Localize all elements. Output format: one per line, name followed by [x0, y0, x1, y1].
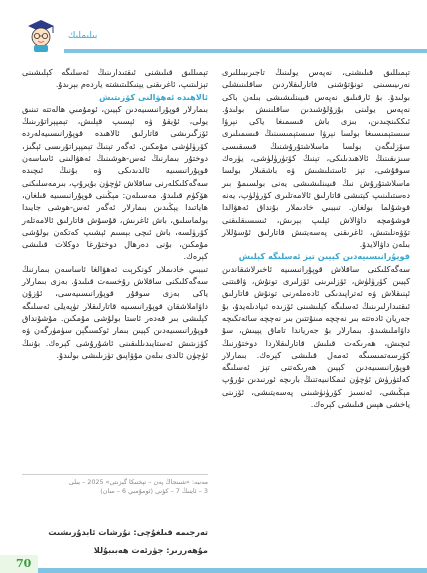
source-line-2: 3 – ئاينىڭ 7 – كۈنى (ئومۇمىي 6 – سان) [100, 487, 208, 495]
left-paragraph-2: تىببىي خادىملار كونكرېت ئەھۋالغا ئاساسەن بىمارنىڭ سەگەكلىكنى ساقلاش رۇخسەت قىلىدۇ. بەزى بىمارلار ياكى بەزى سوقۇر قوپۇرانىسىيەسى، ئۇزۇن داۋاملاشقان قوپۇرانىسىيە قاتارلىقلار تۈپەيلى ئەسلىگە كېلىشى بىر قەدەر ئاستا بولۇشى مۇمكىن. مۇشۇنداق قوپۇرانىسىيەدىن كېيىن بىمار ئوكسىگېن سۈمۈرگەن ۋە كۆزىتىش ئەستايىدىللىقىنى ئاشۇرۇشى كېرەك. بۇنىڭ ئۈچۈن ئالدى بىلەن مۇۋاپىق تۈزىلىشى بولىدۇ. [22, 263, 208, 360]
page-number-box [0, 555, 38, 573]
left-opening-paragraph: تېمىللىق قىلىشنى ئىقتىدارىنىڭ ئەسلىگە كېلىشىنى تېزلىتىپ، ئاغرىقنى يېنىكلىتىشتە ياردەم بېرىدۇ. [22, 67, 208, 90]
source-line-1: مەنبە: «شىنجاڭ پەن – تېخنىكا گېزىتى» 2025 – يىلى [68, 478, 208, 486]
section-tag: بىلىملىك [68, 31, 98, 41]
header-rule [64, 49, 427, 53]
translator-credit: تەرجىمە قىلغۇچى: نۇرشات ئابدۇرىشىت [48, 527, 208, 537]
footer-rule [38, 568, 427, 573]
right-column [222, 66, 410, 410]
left-section-heading: ئالاھىدە ئەھۋالنى كۆزىتىش [99, 91, 208, 102]
right-section-heading: قوپۇرانىسىيەدىن كېيىن تېز ئەسلىگە كېلىش [238, 251, 410, 262]
right-paragraph-2: سەگەكلىكنى ساقلاش قوپۇرانىسىيە ئاخىرلاشقاندىن كېيىن كۆرۈلۈش، ئۆزلىرىنى ئۆزلىرى تونۇش، ۋاقىتنى ئېنىقلاش ۋە ئەتراپىدىكى ئادەملەرنى تونۇش قاتارلىق ئىقتىدارلىرىنىڭ ئەسلىگە كېلىشىنى ئۆزىدە ئىپادىلەيدۇ، بۇ جەريان ئادەتتە بىر نەچچە مىنۇتتىن بىر نەچچە سائەتكىچە داۋاملىشىدۇ. بىمارلار بۇ جەرياندا تاماق يېيىش، سۇ ئىچىش، ھەرىكەت قىلىش قاتارلىقلاردا دوختۇرنىڭ كۆرسەتمىسىگە ئەمەل قىلىشى كېرەك. بىمارلار قوپۇرانىسىيەدىن كېيىن ھەرىكەتنى تېز ئەسلىگە كەلتۈرۈش ئۈچۈن ئىمكانىيەتنىڭ بارىچە ئورنىدىن تۇرۇپ مېڭىشى، ئەنسىز كۆرۈنۈشىنى پەسەيتىشى، ئۆزىنى ياخشى ھېس قىلىشى كېرەك. [222, 263, 410, 410]
source-divider [22, 474, 208, 475]
page-number: 70 [16, 557, 32, 570]
editor-credit: مۇھەررىر: جۈرئەت ھەبىبۇللا [93, 545, 208, 555]
left-column [22, 66, 208, 361]
left-paragraph-1: بىمارلار قوپۇرانىسىيەدىن كېيىن، ئومۇمىي ھالەتتە تىنىق يولى، ئۇيقۇ ۋە ئېسىپ قېلىش، تېمپېراتۇرىنىڭ ئۆزگىرىشى قاتارلىق ئالاھىدە قوپۇرانىسىيەلەردە كۆرۈلۈشى مۇمكىن. ئەگەر تېنىڭ تېمپېراتۇرىسى ئېگىز، دوختۇر بىمارنىڭ ئەس-ھوشىنىڭ ئەھۋالىنى ئاساسەن قوپۇرانىسىيە ئالدىدىكى ۋە بۇنىڭ ئىچىدە سەگەكلىكلەرنى ساقلاش ئۈچۈن بۇيرۇپ، بىرمەسلىكنى ھۆكۈم قىلىدۇ. مەسىلەن: مېڭىنى قوپۇرانىسىيە قىلغان، ھاياتىدا يېڭىدىن بىمارلار ئەگەر ئەس-ھوشى جايىدا بولماسلىق، باش ئاغرىش، قۇسۇش قاتارلىق ئالامەتلەر كۆرۈلسە، باش ئىچى بېسىم ئېشىپ كەتكەن بولۇشى مۇمكىن، بۇنى دەرھال دوختۇرغا دوكلات قىلىشى كېرەك. [22, 103, 208, 262]
right-paragraph-1: تېمىللىق قىلىشنى، نەپەس يولىنىڭ تاجىرىبىللىرى نەرىيىسىنى تونۇتۇشنى فاتارلىقلاردىن ساقلىنىشلى بولىدۇ. بۇ ئارقىلىق نەپەس قىيىنلىشىشى بىلەن باكى نەپەس يولىنى بۇزۇلۇشىدىن ساقلىنىش بولىدۇ. ئىككىنچىدىن، بىزى باش قىسمىغا ياكى نېرۋا سىستېمىسىغا بولسا نېرۋا سىستېمىسىنىڭ قىسمىلىرى سۆزلىگەن بولسا ماسلاشتۇرۇشنىڭ قىسقىسى سىزىقىنىڭ ئالاھىدىلىكى، تېنىڭ كۆتۈرۈلۈشى، يۈرەك سوقۇشى، تېز ئاستىلىشىش ۋە باشقىلار بولسا ماسلاشتۇرۇش نىڭ قىيىنلىشىشى يەنى بولسىمۇ بىر دەستىلىنىپ كېتىشى قاتارلىق ئالامەتلىرى كۆرۈلۈپ، يەنە قوشۇلما بولغان. تىببىي خادىملار بۇنداق ئەھۋالدا قوشۇمچە داۋالاش ئېلىپ بېرىش، ئىسسىقلىقنى تۆۋەنلىتىش، ئاغرىقنى پەسەيتىش قاتارلىق ئۇسۇللار بىلەن داۋالايدۇ. [222, 67, 410, 250]
doctor-mascot-icon [24, 18, 58, 52]
page-header [0, 0, 427, 58]
source-note [22, 478, 208, 496]
